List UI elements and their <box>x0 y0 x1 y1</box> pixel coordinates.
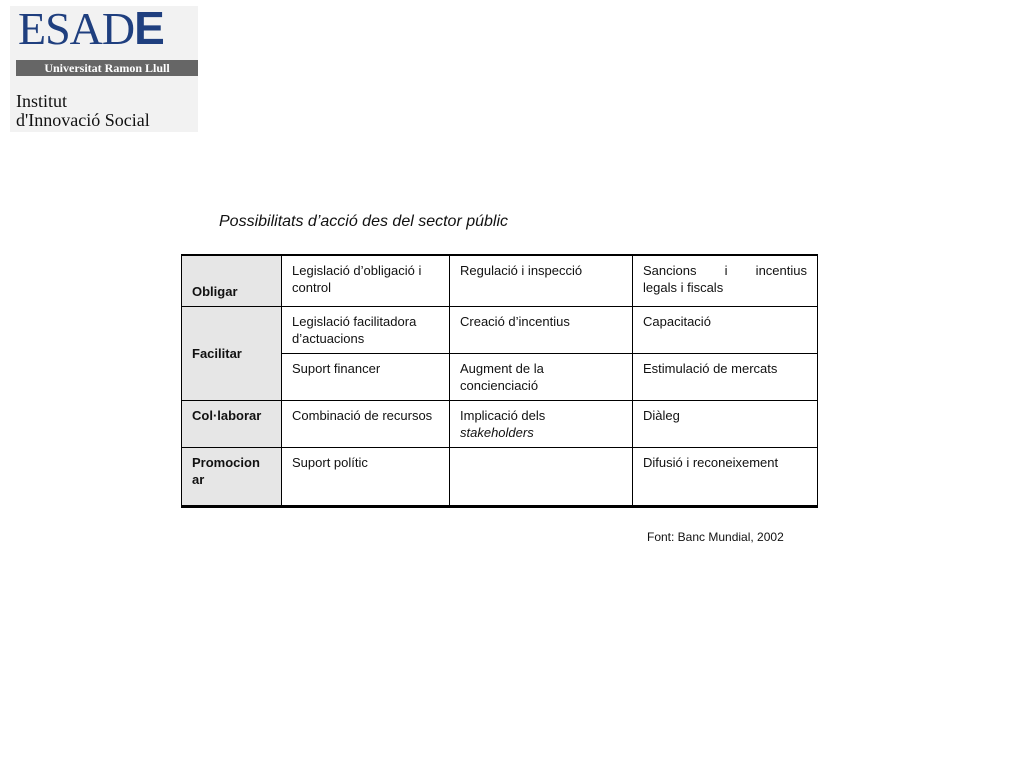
cell-line: legals i fiscals <box>643 280 724 295</box>
table-cell <box>450 448 633 507</box>
cell-line: Implicació dels <box>460 408 546 423</box>
table-cell <box>450 401 633 448</box>
logo-wordmark <box>18 2 164 54</box>
row-head-facilitar: Facilitar <box>182 307 282 401</box>
table-row <box>182 401 818 448</box>
esade-logo <box>10 2 198 132</box>
table-row <box>182 255 818 307</box>
actions-table <box>181 254 818 508</box>
table-cell: Capacitació <box>633 307 818 354</box>
logo-wordmark-main: ESAD <box>18 3 135 54</box>
cell-line: Sancions i incentius <box>643 263 807 278</box>
source-note: Font: Banc Mundial, 2002 <box>647 530 784 544</box>
cell-line: ar <box>192 472 205 487</box>
logo-institute-line1: Institut <box>16 91 68 111</box>
row-head-collaborar: Col·laborar <box>182 401 282 448</box>
table-cell: Suport financer <box>282 354 450 401</box>
logo-institute <box>16 92 150 130</box>
table-cell <box>633 255 818 307</box>
logo-wordmark-last: E <box>134 2 164 54</box>
table-cell: Estimulació de mercats <box>633 354 818 401</box>
table-cell: Creació d’incentius <box>450 307 633 354</box>
logo-university-bar: Universitat Ramon Llull <box>16 60 198 76</box>
table-row <box>182 448 818 507</box>
cell-italic: stakeholders <box>460 425 534 440</box>
table-cell: Augment de la concienciació <box>450 354 633 401</box>
table-cell: Suport polític <box>282 448 450 507</box>
table-cell: Regulació i inspecció <box>450 255 633 307</box>
table-cell: Legislació facilitadora d’actuacions <box>282 307 450 354</box>
table-cell: Legislació d’obligació i control <box>282 255 450 307</box>
table-row <box>182 307 818 354</box>
row-head-obligar: Obligar <box>182 255 282 307</box>
row-head-promocionar <box>182 448 282 507</box>
page-title: Possibilitats d’acció des del sector públic <box>219 213 509 230</box>
cell-line: Promocion <box>192 455 260 470</box>
logo-institute-line2: d'Innovació Social <box>16 110 150 130</box>
table-cell: Combinació de recursos <box>282 401 450 448</box>
table-cell: Diàleg <box>633 401 818 448</box>
table-cell: Difusió i reconeixement <box>633 448 818 507</box>
